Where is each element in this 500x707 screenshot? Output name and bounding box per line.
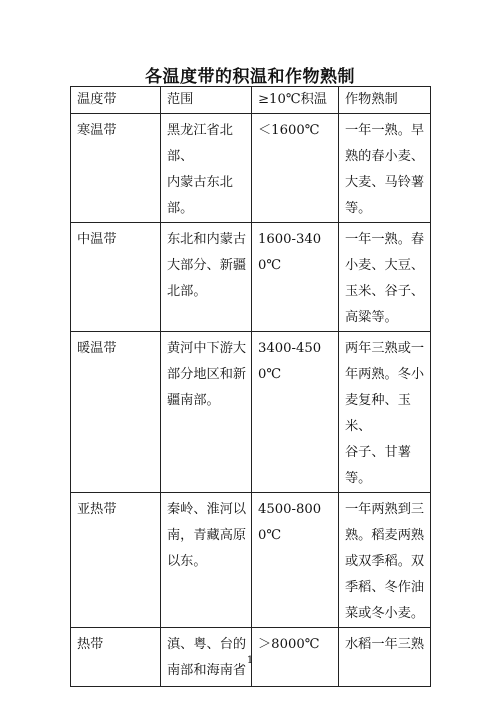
cell-accumulated-temp: ＜1600℃: [252, 114, 339, 223]
cell-range: 东北和内蒙古 大部分、新疆 北部。: [161, 223, 252, 332]
table-row: [71, 332, 431, 493]
cell-range: 滇、粤、台的 南部和海南省: [161, 628, 252, 687]
cell-accumulated-temp: ＞8000℃: [252, 628, 339, 687]
page-number: 1: [246, 655, 254, 666]
header-cell-range: 范围: [161, 87, 252, 114]
cell-accumulated-temp: 3400-4500℃: [252, 332, 339, 493]
table-row: [71, 223, 431, 332]
table-row: [71, 114, 431, 223]
cell-cropping: 一年一熟。早 熟的春小麦、 大麦、马铃薯 等。: [339, 114, 431, 223]
document-title: 各温度带的积温和作物熟制: [145, 67, 355, 87]
cell-zone: 寒温带: [71, 114, 161, 223]
cell-cropping: 两年三熟或一 年两熟。冬小 麦复种、玉米、 谷子、甘薯等。: [339, 332, 431, 493]
header-cell-zone: 温度带: [71, 87, 161, 114]
cell-zone: 亚热带: [71, 493, 161, 628]
cell-cropping: 一年两熟到三 熟。稻麦两熟 或双季稻。双 季稻、冬作油 菜或冬小麦。: [339, 493, 431, 628]
table-row: [71, 493, 431, 628]
cell-cropping: 水稻一年三熟: [339, 628, 431, 687]
cell-accumulated-temp: 1600-3400℃: [252, 223, 339, 332]
crop-table: [70, 86, 431, 687]
cell-accumulated-temp: 4500-8000℃: [252, 493, 339, 628]
header-cell-accumulated-temp: ≥10℃积温: [252, 87, 339, 114]
table-header-row: [71, 87, 431, 114]
cell-range: 黄河中下游大 部分地区和新 疆南部。: [161, 332, 252, 493]
cell-range: 秦岭、淮河以 南，青藏高原 以东。: [161, 493, 252, 628]
cell-zone: 中温带: [71, 223, 161, 332]
cell-cropping: 一年一熟。春 小麦、大豆、 玉米、谷子、 高粱等。: [339, 223, 431, 332]
cell-zone: 热带: [71, 628, 161, 687]
cell-range: 黑龙江省北部、 内蒙古东北部。: [161, 114, 252, 223]
header-cell-cropping: 作物熟制: [339, 87, 431, 114]
cell-zone: 暖温带: [71, 332, 161, 493]
